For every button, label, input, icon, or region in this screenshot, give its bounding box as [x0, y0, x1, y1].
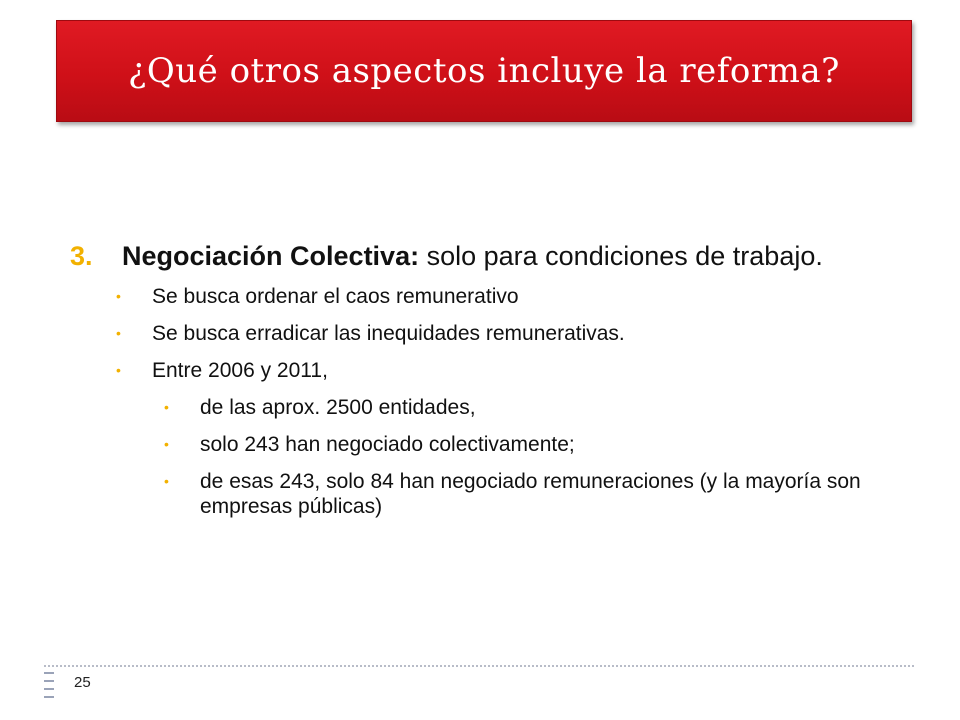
slide-content — [70, 240, 910, 531]
title-banner — [56, 20, 912, 122]
item-heading: Negociación Colectiva: — [122, 241, 420, 271]
bullet-text: Se busca erradicar las inequidades remunerativas. — [152, 322, 625, 345]
bullet-text: Entre 2006 y 2011, — [152, 359, 328, 382]
sub-bullet-item — [70, 469, 910, 519]
sub-bullet-text: de esas 243, solo 84 han negociado remuneraciones (y la mayoría son empresas públicas) — [200, 470, 861, 518]
bullet-item — [70, 284, 910, 309]
footer-marker-icon — [44, 672, 54, 698]
sub-bullet-item — [70, 432, 910, 457]
bullet-dot-icon: • — [116, 325, 121, 341]
numbered-item — [70, 240, 910, 272]
bullet-item — [70, 321, 910, 346]
bullet-dot-icon: • — [164, 473, 169, 489]
bullet-text: Se busca ordenar el caos remunerativo — [152, 285, 519, 308]
page-number: 25 — [74, 674, 91, 691]
footer-divider — [44, 665, 914, 667]
sub-bullet-text: de las aprox. 2500 entidades, — [200, 396, 476, 419]
item-number: 3. — [70, 241, 93, 271]
sub-bullet-text: solo 243 han negociado colectivamente; — [200, 433, 575, 456]
item-text — [122, 240, 910, 272]
bullet-dot-icon: • — [164, 436, 169, 452]
slide-title: ¿Qué otros aspectos incluye la reforma? — [128, 51, 840, 91]
sub-bullet-item — [70, 395, 910, 420]
bullet-dot-icon: • — [116, 362, 121, 378]
bullet-item — [70, 358, 910, 383]
item-rest: solo para condiciones de trabajo. — [419, 241, 823, 271]
bullet-dot-icon: • — [164, 399, 169, 415]
bullet-dot-icon: • — [116, 288, 121, 304]
